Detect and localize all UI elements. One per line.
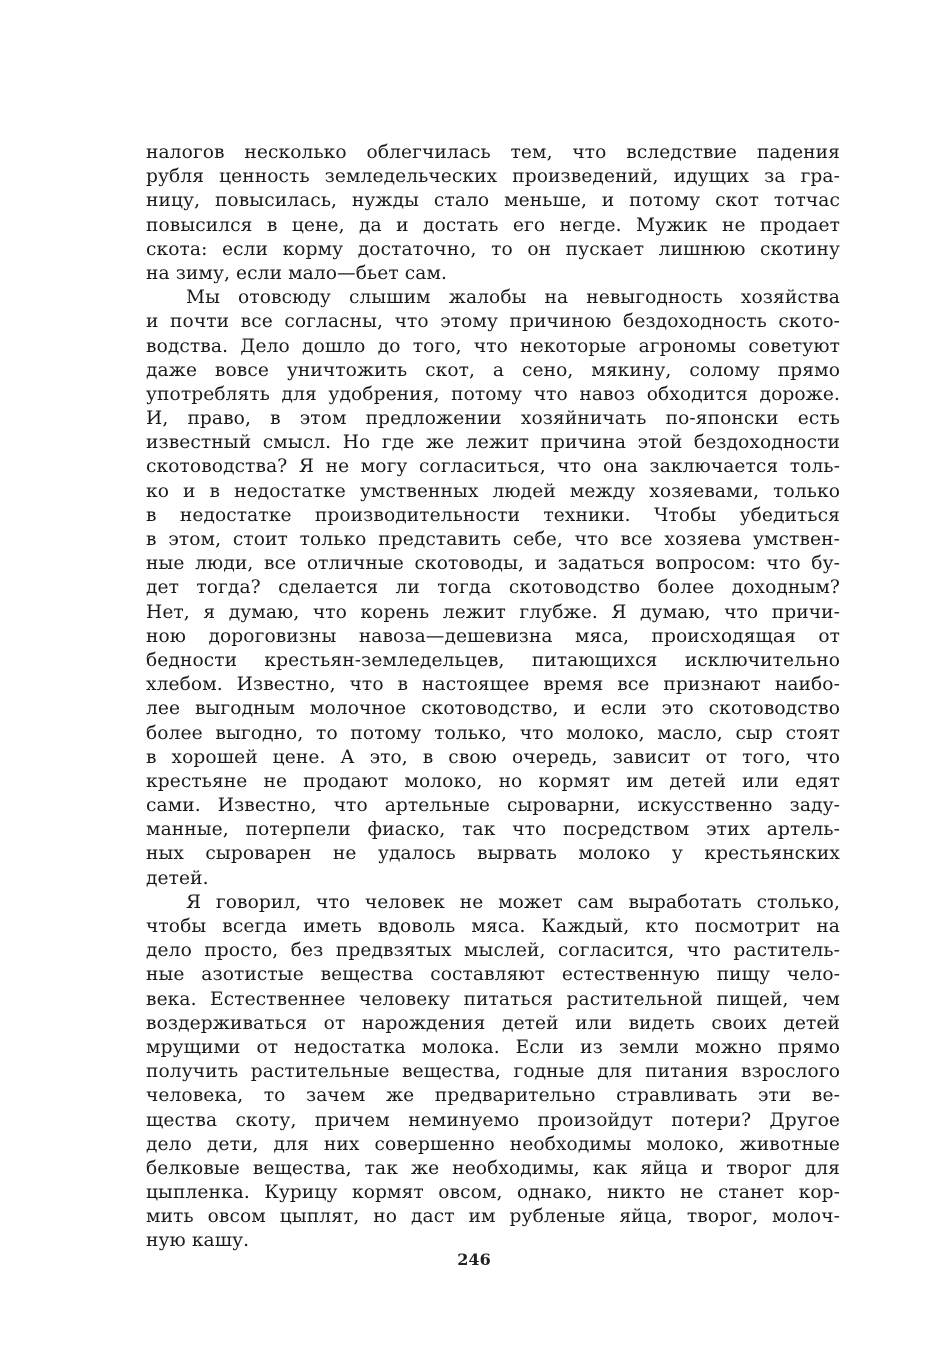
text-line: мить овсом цыплят, но даст им рубленые яйца, творог, молоч- (146, 1206, 840, 1228)
text-line: получить растительные вещества, годные для питания взрослого (146, 1061, 840, 1083)
text-line: бедности крестьян-земледельцев, питающихся исключительно (146, 649, 840, 671)
text-line: детей. (146, 867, 209, 889)
text-line: Мы отовсюду слышим жалобы на невыгодность хозяйства (186, 287, 840, 309)
text-line: щества скоту, причем неминуемо произойдут потери? Другое (146, 1109, 840, 1131)
text-line: дело просто, без предвзятых мыслей, согласится, что раститель- (146, 940, 840, 962)
text-line: крестьяне не продают молоко, но кормят им детей или едят (146, 770, 840, 792)
text-line: скотоводства? Я не могу согласиться, что она заключается толь- (146, 456, 840, 478)
text-line: сами. Известно, что артельные сыроварни, искусственно заду- (146, 795, 840, 817)
text-line: рубля ценность земледельческих произведений, идущих за гра- (146, 166, 840, 188)
text-line: в этом, стоит только представить себе, что все хозяева умствен- (146, 529, 840, 550)
text-line: ко и в недостатке умственных людей между хозяевами, только (146, 480, 840, 502)
text-line: налогов несколько облегчилась тем, что вследствие падения (146, 142, 840, 163)
text-line: чтобы всегда иметь вдоволь мяса. Каждый, кто посмотрит на (146, 916, 840, 937)
paragraph (146, 286, 840, 891)
text-line: дет тогда? сделается ли тогда скотоводство более доходным? (146, 577, 840, 599)
text-line: скота: если корму достаточно, то он пускает лишнюю скотину (146, 238, 840, 260)
text-line: в недостатке производительности техники. Чтобы убедиться (146, 504, 840, 526)
text-line: даже вовсе уничтожить скот, а сено, мякину, солому прямо (146, 359, 840, 381)
text-line: дело дети, для них совершенно необходимы молоко, животные (146, 1133, 840, 1155)
text-line: более выгодно, то потому только, что молоко, масло, сыр стоят (146, 722, 840, 744)
text-line: ную кашу. (146, 1230, 250, 1252)
text-line: повысился в цене, да и достать его негде. Мужик не продает (146, 214, 840, 236)
text-line: И, право, в этом предложении хозяйничать по-японски есть (146, 408, 840, 430)
body-text (146, 141, 840, 1254)
text-line: хлебом. Известно, что в настоящее время все признают наибо- (146, 674, 840, 696)
text-line: употреблять для удобрения, потому что навоз обходится дороже. (146, 383, 840, 405)
text-line: водства. Дело дошло до того, что некоторые агрономы советуют (146, 335, 840, 357)
paragraph (146, 891, 840, 1254)
text-line: белковые вещества, так же необходимы, как яйца и творог для (146, 1157, 840, 1179)
page-number: 246 (457, 1250, 491, 1269)
text-line: воздерживаться от нарождения детей или видеть своих детей (146, 1012, 840, 1034)
text-line: века. Естественнее человеку питаться растительной пищей, чем (146, 988, 840, 1010)
text-line: ные азотистые вещества составляют естественную пищу чело- (146, 964, 840, 986)
text-line: и почти все согласны, что этому причиною бездоходность ското- (146, 311, 840, 333)
text-line: ные люди, все отличные скотоводы, и задаться вопросом: что бу- (146, 553, 840, 575)
text-line: Я говорил, что человек не может сам выработать столько, (186, 891, 840, 913)
text-line: Нет, я думаю, что корень лежит глубже. Я думаю, что причи- (146, 601, 840, 623)
text-line: мрущими от недостатка молока. Если из земли можно прямо (146, 1036, 840, 1058)
text-line: цыпленка. Курицу кормят овсом, однако, никто не станет кор- (146, 1182, 840, 1204)
text-line: ницу, повысилась, нужды стало меньше, и потому скот тотчас (146, 190, 840, 212)
text-line: манные, потерпели фиаско, так что посредством этих артель- (146, 819, 840, 841)
text-line: ных сыроварен не удалось вырвать молоко у крестьянских (146, 843, 840, 865)
text-line: в хорошей цене. А это, в свою очередь, зависит от того, что (146, 746, 840, 768)
text-line: ною дороговизны навоза—дешевизна мяса, происходящая от (146, 625, 840, 647)
text-line: известный смысл. Но где же лежит причина этой бездоходности (146, 432, 840, 454)
text-line: человека, то зачем же предварительно стравливать эти ве- (146, 1085, 840, 1107)
paragraph (146, 141, 840, 286)
text-line: на зиму, если мало—бьет сам. (146, 262, 448, 284)
text-line: лее выгодным молочное скотоводство, и если это скотоводство (146, 698, 840, 720)
